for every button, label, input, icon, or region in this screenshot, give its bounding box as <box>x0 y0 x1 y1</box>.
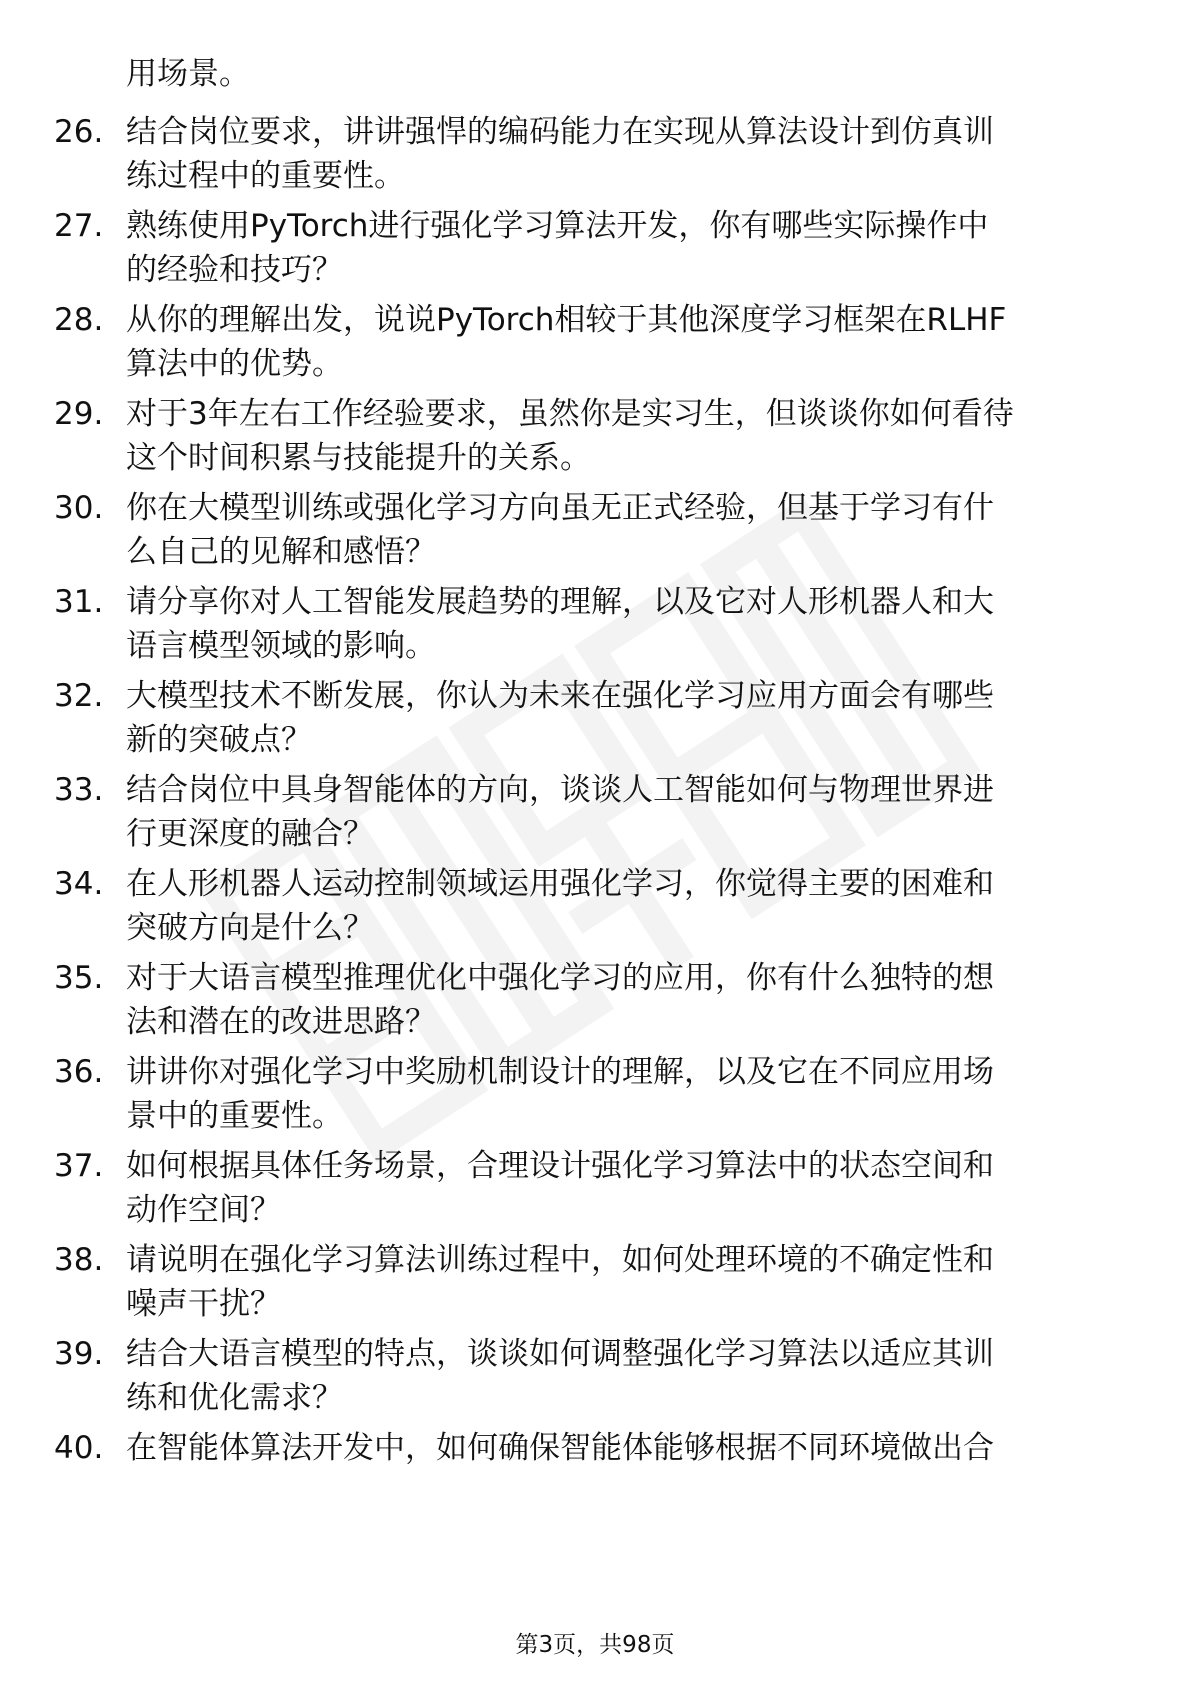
item-text-line-2: 算法中的优势。 <box>126 346 343 382</box>
item-text-line-1: 在智能体算法开发中，如何确保智能体能够根据不同环境做出合 <box>126 1430 994 1466</box>
item-number: 35. <box>54 960 104 996</box>
list-item-35 <box>0 956 1190 1060</box>
item-number: 29. <box>54 396 104 432</box>
item-text-line-1: 对于3年左右工作经验要求，虽然你是实习生，但谈谈你如何看待 <box>126 396 1014 432</box>
item-text-line-1: 你在大模型训练或强化学习方向虽无正式经验，但基于学习有什 <box>126 490 994 526</box>
item-text-line-1: 大模型技术不断发展，你认为未来在强化学习应用方面会有哪些 <box>126 678 994 714</box>
item-text-line-1: 结合岗位中具身智能体的方向，谈谈人工智能如何与物理世界进 <box>126 772 994 808</box>
list-item-27 <box>0 204 1190 308</box>
item-number: 39. <box>54 1336 104 1372</box>
item-text-line-1: 对于大语言模型推理优化中强化学习的应用，你有什么独特的想 <box>126 960 994 996</box>
item-text-line-1: 结合大语言模型的特点，谈谈如何调整强化学习算法以适应其训 <box>126 1336 994 1372</box>
item-number: 30. <box>54 490 104 526</box>
item-text-line-1: 如何根据具体任务场景，合理设计强化学习算法中的状态空间和 <box>126 1148 994 1184</box>
list-item-36 <box>0 1050 1190 1154</box>
item-text-line-2: 突破方向是什么？ <box>126 910 374 946</box>
list-item-26 <box>0 110 1190 214</box>
item-text-line-2: 行更深度的融合？ <box>126 816 374 852</box>
item-number: 26. <box>54 114 104 150</box>
item-number: 34. <box>54 866 104 902</box>
item-number: 37. <box>54 1148 104 1184</box>
list-item-32 <box>0 674 1190 778</box>
item-text-line-2: 新的突破点？ <box>126 722 312 758</box>
item-text-line-1: 从你的理解出发，说说PyTorch相较于其他深度学习框架在RLHF <box>126 302 1007 338</box>
list-item-38 <box>0 1238 1190 1342</box>
list-item-31 <box>0 580 1190 684</box>
item-text-line-1: 结合岗位要求，讲讲强悍的编码能力在实现从算法设计到仿真训 <box>126 114 994 150</box>
item-text-line-1: 讲讲你对强化学习中奖励机制设计的理解，以及它在不同应用场 <box>126 1054 994 1090</box>
item-text-line-2: 法和潜在的改进思路？ <box>126 1004 436 1040</box>
item-text-line-2: 语言模型领域的影响。 <box>126 628 436 664</box>
item-number: 36. <box>54 1054 104 1090</box>
item-text-line-1: 请说明在强化学习算法训练过程中，如何处理环境的不确定性和 <box>126 1242 994 1278</box>
list-item-30 <box>0 486 1190 590</box>
list-item-28 <box>0 298 1190 402</box>
list-item-33 <box>0 768 1190 872</box>
item-number: 33. <box>54 772 104 808</box>
item-text-line-2: 噪声干扰？ <box>126 1286 281 1322</box>
item-number: 40. <box>54 1430 104 1466</box>
item-text-line-2: 这个时间积累与技能提升的关系。 <box>126 440 591 476</box>
list-item-40 <box>0 1426 1190 1530</box>
item-text-line-2: 么自己的见解和感悟？ <box>126 534 436 570</box>
item-text-line-2: 练过程中的重要性。 <box>126 158 405 194</box>
list-item-39 <box>0 1332 1190 1436</box>
list-item-37 <box>0 1144 1190 1248</box>
item-number: 38. <box>54 1242 104 1278</box>
list-item-34 <box>0 862 1190 966</box>
list-item-29 <box>0 392 1190 496</box>
item-text-line-1: 在人形机器人运动控制领域运用强化学习，你觉得主要的困难和 <box>126 866 994 902</box>
item-text-line-2: 的经验和技巧？ <box>126 252 343 288</box>
item-number: 28. <box>54 302 104 338</box>
continuation-text: 用场景。 <box>126 56 250 92</box>
item-number: 27. <box>54 208 104 244</box>
item-text-line-2: 练和优化需求？ <box>126 1380 343 1416</box>
item-text-line-1: 熟练使用PyTorch进行强化学习算法开发，你有哪些实际操作中 <box>126 208 989 244</box>
item-text-line-2: 动作空间？ <box>126 1192 281 1228</box>
item-text-line-2: 景中的重要性。 <box>126 1098 343 1134</box>
item-number: 31. <box>54 584 104 620</box>
item-number: 32. <box>54 678 104 714</box>
page-footer: 第3页，共98页 <box>515 1632 675 1658</box>
item-text-line-1: 请分享你对人工智能发展趋势的理解，以及它对人形机器人和大 <box>126 584 994 620</box>
